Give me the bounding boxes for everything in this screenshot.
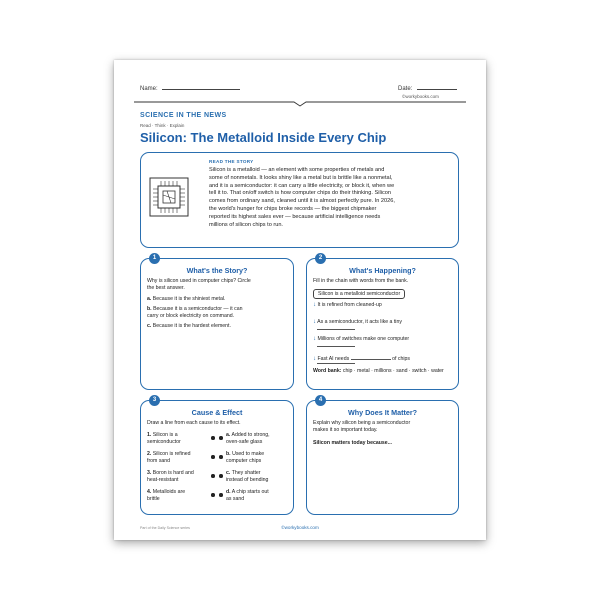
microchip-icon <box>149 177 189 217</box>
story-line: tell it to. That on/off switch is how computer chips do their thinking. Silicon <box>209 190 391 197</box>
question-title: Why Does It Matter? <box>347 408 418 417</box>
cause-item: 4. Metalloids are brittle <box>147 489 186 502</box>
question-number-badge: 2 <box>315 253 326 264</box>
question-card-4 <box>306 397 459 515</box>
cause-item: 1. Silicon is a semiconductor <box>147 432 181 445</box>
question-prompt: Why is silicon used in computer chips? Circle the best answer. <box>147 278 251 291</box>
page-title: Silicon: The Metalloid Inside Every Chip <box>140 130 387 145</box>
story-line: some of nonmetals. It looks shiny like a metal but is brittle like a nonmetal, <box>209 174 393 181</box>
down-arrow-icon: ↓ <box>313 319 316 325</box>
cause-item: 3. Boron is hard and heat-resistant <box>147 470 194 483</box>
answer-option-c[interactable]: c. Because it is the hardest element. <box>147 323 231 329</box>
cause-dot[interactable] <box>211 493 215 497</box>
question-number-badge: 1 <box>149 253 160 264</box>
footer-series: Part of the Daily Science series <box>140 526 190 530</box>
answer-option-a[interactable]: a. Because it is the shiniest metal. <box>147 296 226 302</box>
question-prompt: Fill in the chain with words from the bank. <box>313 278 409 284</box>
section-subkicker: Read · Think · Explain <box>140 123 185 128</box>
question-number-badge: 4 <box>315 395 326 406</box>
chain-step[interactable]: ↓ Millions of switches make one computer <box>313 336 410 342</box>
question-card-3 <box>140 397 294 515</box>
name-line[interactable] <box>162 83 240 90</box>
effect-dot[interactable] <box>219 436 223 440</box>
answer-blank[interactable] <box>351 354 391 360</box>
story-line: Silicon is a metalloid — an element with some properties of metals and <box>209 167 385 173</box>
down-arrow-icon: ↓ <box>313 356 316 362</box>
question-prompt: Draw a line from each cause to its effect. <box>147 420 241 426</box>
answer-area[interactable] <box>313 449 451 507</box>
story-line: comes from ordinary sand, cleaned until it is almost perfectly pure. In 2026, <box>209 198 395 205</box>
effect-item: d. A chip starts out as sand <box>226 489 269 502</box>
chain-start-box: Silicon is a metalloid semiconductor <box>313 289 405 299</box>
down-arrow-icon: ↓ <box>313 336 316 342</box>
cause-dot[interactable] <box>211 474 215 478</box>
answer-option-b[interactable]: b. Because it is a semiconductor — it can carry or block electricity on command. <box>147 306 243 319</box>
cause-dot[interactable] <box>211 436 215 440</box>
cause-item: 2. Silicon is refined from sand <box>147 451 191 464</box>
story-text <box>209 167 455 229</box>
story-line: millions of silicon chips to run. <box>209 221 283 228</box>
question-title: What's the Story? <box>186 266 248 275</box>
question-prompt: Explain why silicon being a semiconductor makes it so important today. <box>313 420 411 433</box>
worksheet-page <box>114 60 486 540</box>
question-card-1 <box>140 255 294 390</box>
question-number-badge: 3 <box>149 395 160 406</box>
effect-item: b. Used to make computer chips <box>226 451 265 464</box>
sentence-starter: Silicon matters today because... <box>313 440 392 446</box>
word-bank: Word bank: chip · metal · millions · sand · switch · water <box>313 368 444 374</box>
chain-step[interactable]: ↓ Fast AI needs of chips <box>313 356 410 362</box>
story-heading: READ THE STORY <box>209 159 254 164</box>
effect-dot[interactable] <box>219 455 223 459</box>
chain-step[interactable]: ↓ As a semiconductor, it acts like a tiny <box>313 319 402 325</box>
question-title: Cause & Effect <box>191 408 243 417</box>
date-line[interactable] <box>417 83 457 90</box>
story-box <box>140 152 459 248</box>
section-kicker: SCIENCE IN THE NEWS <box>140 112 227 119</box>
cause-dot[interactable] <box>211 455 215 459</box>
story-line: reported its highest sales ever — because artificial intelligence needs <box>209 213 381 220</box>
story-line: the world's hunger for chips broke records — the biggest chipmaker <box>209 205 377 212</box>
effect-item: a. Added to strong, oven-safe glass <box>226 432 270 445</box>
header-divider <box>134 100 466 108</box>
chain-step[interactable]: ↓ It is refined from cleaned-up <box>313 302 382 308</box>
effect-dot[interactable] <box>219 474 223 478</box>
date-field[interactable]: Date: <box>398 83 457 92</box>
effect-item: c. They shatter instead of bending <box>226 470 269 483</box>
header-site: ©workybooks.com <box>402 94 439 99</box>
footer-site: ©workybooks.com <box>281 525 319 530</box>
question-title: What's Happening? <box>349 266 416 275</box>
down-arrow-icon: ↓ <box>313 302 316 308</box>
name-field[interactable]: Name: <box>140 83 240 92</box>
effect-dot[interactable] <box>219 493 223 497</box>
question-card-2 <box>306 255 459 390</box>
story-line: and it is a semiconductor: it can carry a little electricity, or block it, when we <box>209 182 395 189</box>
